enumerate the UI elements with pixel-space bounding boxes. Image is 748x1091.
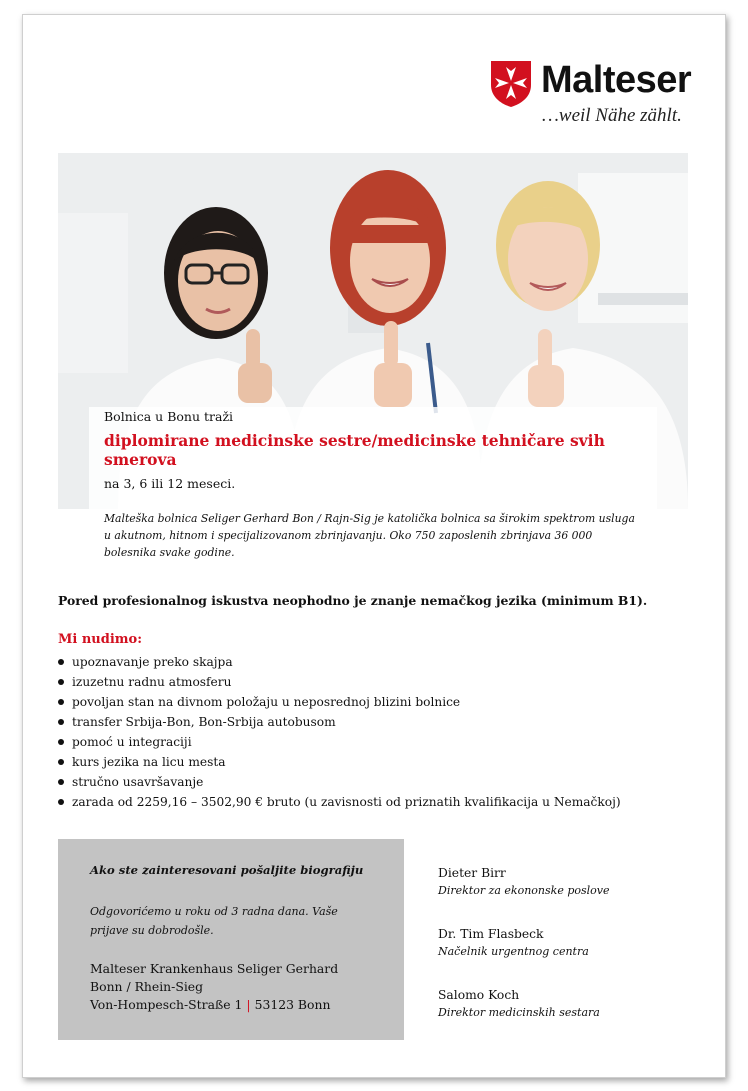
- hero-intro: Bolnica u Bonu traži: [104, 409, 234, 424]
- flyer-page: [22, 14, 726, 1078]
- signatory: [438, 986, 678, 1047]
- signatory: [438, 925, 678, 986]
- contact-box: [58, 839, 404, 1040]
- list-item: pomoć u integraciji: [58, 732, 621, 752]
- signatory-name: Dieter Birr: [438, 866, 506, 880]
- signatory-role: Direktor za ekononske poslove: [438, 884, 610, 897]
- list-item: stručno usavršavanje: [58, 772, 621, 792]
- signatory-role: Načelnik urgentnog centra: [438, 945, 589, 958]
- address-street: Von-Hompesch-Straße 1: [90, 997, 243, 1012]
- list-item: transfer Srbija-Bon, Bon-Srbija autobusom: [58, 712, 621, 732]
- list-item: kurs jezika na licu mesta: [58, 752, 621, 772]
- postal-address: [90, 960, 338, 1014]
- address-separator: |: [246, 997, 251, 1012]
- hospital-description: Malteška bolnica Seliger Gerhard Bon / Rajn-Sig je katolička bolnica sa širokim spektrom usluga u akutnom, hitnom i specijalizovanom zbrinjavanju. Oko 750 zaposlenih zbrinjava 36 000 bolesnika svake godine.: [104, 512, 635, 559]
- address-line: Bonn / Rhein-Sieg: [90, 979, 204, 994]
- list-item: zarada od 2259,16 – 3502,90 € bruto (u zavisnosti od priznatih kvalifikacija u Nemačkoj): [58, 792, 621, 812]
- language-requirement: Pored profesionalnog iskustva neophodno je znanje nemačkog jezika (minimum B1).: [58, 593, 648, 608]
- signatory-name: Salomo Koch: [438, 988, 520, 1002]
- maltese-cross-shield-icon: [489, 59, 533, 109]
- contact-heading: Ako ste zainteresovani pošaljite biografiju: [90, 863, 364, 877]
- logo-tagline: …weil Nähe zählt.: [542, 105, 682, 126]
- signatories: [438, 864, 678, 1047]
- list-item: upoznavanje preko skajpa: [58, 652, 621, 672]
- reply-note: Odgovorićemo u roku od 3 radna dana. Vaše prijave su dobrodošle.: [90, 905, 338, 937]
- hero-duration: na 3, 6 ili 12 meseci.: [104, 476, 236, 491]
- list-item: povoljan stan na divnom položaju u neposrednoj blizini bolnice: [58, 692, 621, 712]
- address-city: 53123 Bonn: [254, 997, 331, 1012]
- signatory-name: Dr. Tim Flasbeck: [438, 927, 544, 941]
- address-street-line: [90, 996, 338, 1014]
- signatory-role: Direktor medicinskih sestara: [438, 1006, 600, 1019]
- signatory: [438, 864, 678, 925]
- offers-list: [58, 652, 621, 812]
- job-title: diplomirane medicinske sestre/medicinske tehničare svih smerova: [104, 431, 605, 469]
- offers-heading: Mi nudimo:: [58, 632, 143, 647]
- logo-wordmark: Malteser: [541, 59, 692, 101]
- malteser-logo: [489, 57, 711, 137]
- address-line: Malteser Krankenhaus Seliger Gerhard: [90, 961, 339, 976]
- list-item: izuzetnu radnu atmosferu: [58, 672, 621, 692]
